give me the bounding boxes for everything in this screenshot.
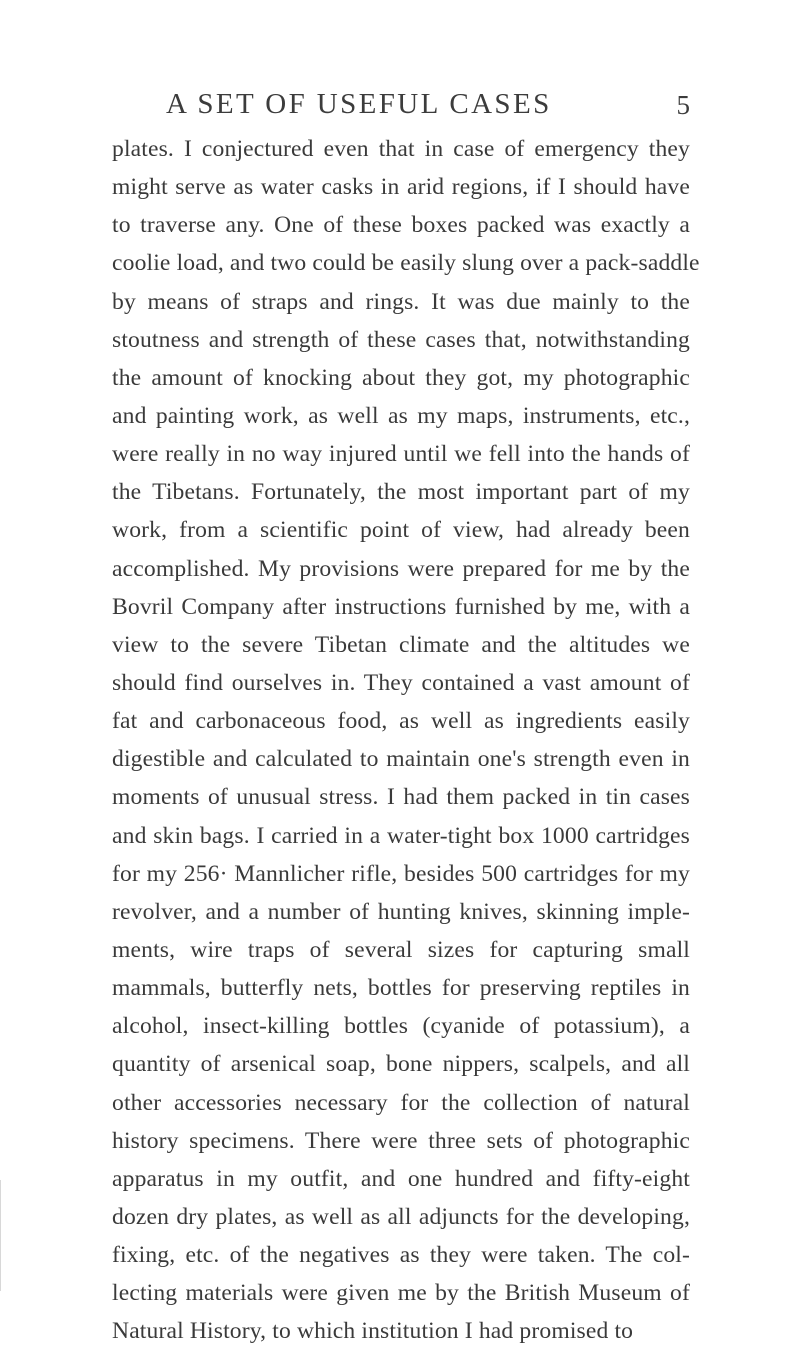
text-line: coolie load, and two could be easily slung over a pack-saddle [112,250,700,277]
text-line: fixing, etc. of the negatives as they were taken. The col- [112,1242,690,1269]
running-head [120,88,690,124]
text-line: and skin bags. I carried in a water-tight box 1000 cartridges [112,822,690,849]
text-line: alcohol, insect-killing bottles (cyanide of potassium), a [112,1013,690,1040]
text-line: were really in no way injured until we fell into the hands of [112,441,690,468]
page-edge-line [0,1180,1,1291]
text-line: work, from a scientific point of view, had already been [112,517,690,544]
text-line: fat and carbonaceous food, as well as ingredients easily [112,708,690,735]
text-line: the amount of knocking about they got, my photographic [112,364,690,391]
text-line: dozen dry plates, as well as all adjuncts for the developing, [112,1203,690,1230]
text-line: stoutness and strength of these cases that, notwithstanding [112,326,690,353]
text-line: view to the severe Tibetan climate and the altitudes we [112,631,690,658]
text-line: might serve as water casks in arid regions, if I should have [112,174,690,201]
text-line: should find ourselves in. They contained a vast amount of [112,669,690,696]
text-line: to traverse any. One of these boxes packed was exactly a [112,212,690,239]
text-line: for my 256· Mannlicher rifle, besides 500 cartridges for my [112,860,690,887]
text-line: quantity of arsenical soap, bone nippers, scalpels, and all [112,1051,690,1078]
text-line: accomplished. My provisions were prepared for me by the [112,555,690,582]
text-line: digestible and calculated to maintain one's strength even in [112,746,690,773]
text-line: mammals, butterfly nets, bottles for preserving reptiles in [112,975,690,1002]
body-text [112,130,700,1351]
text-line: ments, wire traps of several sizes for capturing small [112,936,690,963]
text-line: the Tibetans. Fortunately, the most important part of my [112,479,690,506]
text-line: by means of straps and rings. It was due mainly to the [112,288,690,315]
text-line: moments of unusual stress. I had them packed in tin cases [112,784,690,811]
text-line: plates. I conjectured even that in case of emergency they [112,136,690,162]
text-line: Natural History, to which institution I had promised to [112,1318,634,1345]
text-line: apparatus in my outfit, and one hundred and fifty-eight [112,1165,690,1192]
text-line: Bovril Company after instructions furnished by me, with a [112,593,690,620]
text-line: revolver, and a number of hunting knives, skinning imple- [112,898,690,925]
text-line: other accessories necessary for the collection of natural [112,1089,690,1116]
page-number: 5 [676,90,690,120]
running-title: A SET OF USEFUL CASES [166,88,552,120]
text-line: history specimens. There were three sets of photographic [112,1127,690,1154]
text-line: lecting materials were given me by the British Museum of [112,1280,690,1307]
text-line: and painting work, as well as my maps, instruments, etc., [112,402,690,429]
